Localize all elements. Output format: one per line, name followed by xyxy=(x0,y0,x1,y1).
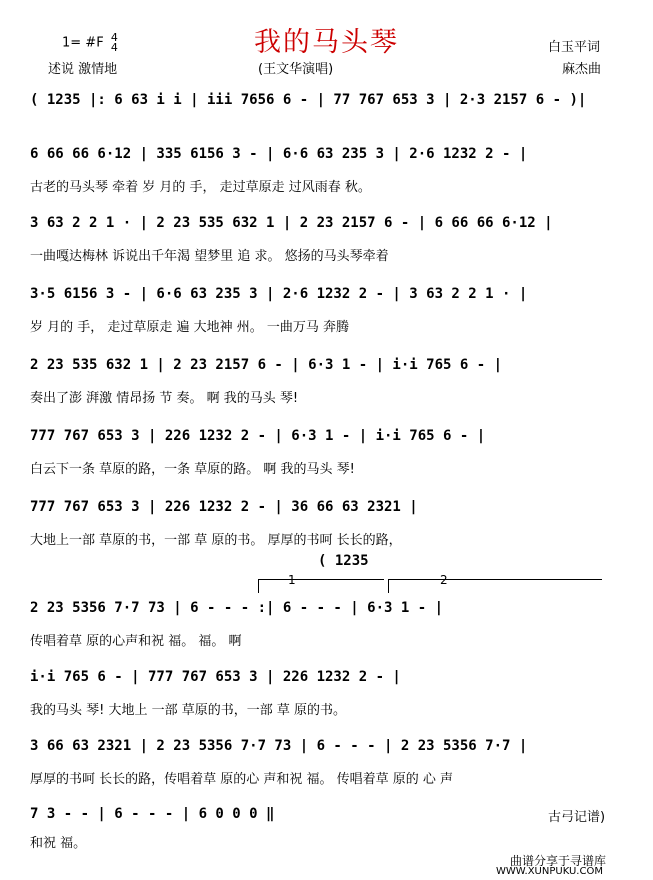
lyricist-credit: 白玉平词 xyxy=(548,40,601,55)
notation-row-4: 3·5 6156 3 - | 6·6 63 235 3 | 2·6 1232 2 - | 3 63 2 2 1 · | xyxy=(30,286,528,302)
composer-credit: 麻杰曲 xyxy=(562,62,602,77)
notation-row-9: i·i 765 6 - | 777 767 653 3 | 226 1232 2 - | xyxy=(30,669,401,685)
lyrics-row-8: 传唱着草 原的心声和祝 福。 福。 啊 xyxy=(30,634,242,649)
volta-1-tick xyxy=(258,579,259,593)
notation-row-8: 2 23 5356 7·7 73 | 6 - - - :| 6 - - - | 6·3 1 - | xyxy=(30,600,444,616)
notation-row-2: 6 66 66 6·12 | 335 6156 3 - | 6·6 63 235 3 | 2·6 1232 2 - | xyxy=(30,146,528,162)
time-top: 4 xyxy=(110,31,118,44)
notation-row-11: 7 3 - - | 6 - - - | 6 0 0 0 ‖ xyxy=(30,806,275,822)
lyrics-row-9: 我的马头 琴! 大地上 一部 草原的书，一部 草 原的书。 xyxy=(30,703,347,718)
transcriber-credit: 古弓记谱) xyxy=(548,810,606,825)
volta-2-bracket xyxy=(388,579,602,580)
lyrics-row-5: 奏出了澎 湃激 情昂扬 节 奏。 啊 我的马头 琴! xyxy=(30,391,299,406)
volta-2-tick xyxy=(388,579,389,593)
volta-1-label: 1 xyxy=(288,573,296,587)
key-label: 1= #F xyxy=(62,35,104,51)
pickup-notes: ( 1235 xyxy=(318,553,369,569)
volta-1-bracket xyxy=(258,579,384,580)
lyrics-row-11: 和祝 福。 xyxy=(30,836,87,851)
notation-row-5: 2 23 535 632 1 | 2 23 2157 6 - | 6·3 1 - | i·i 765 6 - | xyxy=(30,357,503,373)
notation-row-3: 3 63 2 2 1 · | 2 23 535 632 1 | 2 23 2157 6 - | 6 66 66 6·12 | xyxy=(30,215,553,231)
lyrics-row-10: 厚厚的书呵 长长的路，传唱着草 原的心 声和祝 福。 传唱着草 原的 心 声 xyxy=(30,772,454,787)
time-bottom: 4 xyxy=(110,41,118,54)
volta-2-label: 2 xyxy=(440,573,448,587)
tempo-marking: 述说 激情地 xyxy=(48,62,118,77)
watermark-url: WWW.XUNPUKU.COM xyxy=(496,866,603,877)
time-signature xyxy=(111,33,118,53)
notation-row-1: ( 1235 |: 6 63 i i | iii 7656 6 - | 77 767 653 3 | 2·3 2157 6 - )| xyxy=(30,92,587,108)
notation-row-10: 3 66 63 2321 | 2 23 5356 7·7 73 | 6 - - - | 2 23 5356 7·7 | xyxy=(30,738,528,754)
song-title: 我的马头琴 xyxy=(254,27,399,58)
key-signature xyxy=(62,33,118,53)
notation-row-6: 777 767 653 3 | 226 1232 2 - | 6·3 1 - | i·i 765 6 - | xyxy=(30,428,486,444)
watermark-text: 曲谱分享于寻谱库 xyxy=(510,854,607,868)
lyrics-row-2: 古老的马头琴 牵着 岁 月的 手， 走过草原走 过风雨春 秋。 xyxy=(30,180,371,195)
singer-credit: (王文华演唱) xyxy=(258,62,334,77)
lyrics-row-7: 大地上一部 草原的书，一部 草 原的书。 厚厚的书呵 长长的路， xyxy=(30,533,402,548)
notation-row-7: 777 767 653 3 | 226 1232 2 - | 36 66 63 2321 | xyxy=(30,499,418,515)
lyrics-row-4: 岁 月的 手， 走过草原走 遍 大地神 州。 一曲万马 奔腾 xyxy=(30,320,350,335)
lyrics-row-3: 一曲嘎达梅林 诉说出千年渴 望梦里 追 求。 悠扬的马头琴牵着 xyxy=(30,249,389,264)
lyrics-row-6: 白云下一条 草原的路，一条 草原的路。 啊 我的马头 琴! xyxy=(30,462,355,477)
